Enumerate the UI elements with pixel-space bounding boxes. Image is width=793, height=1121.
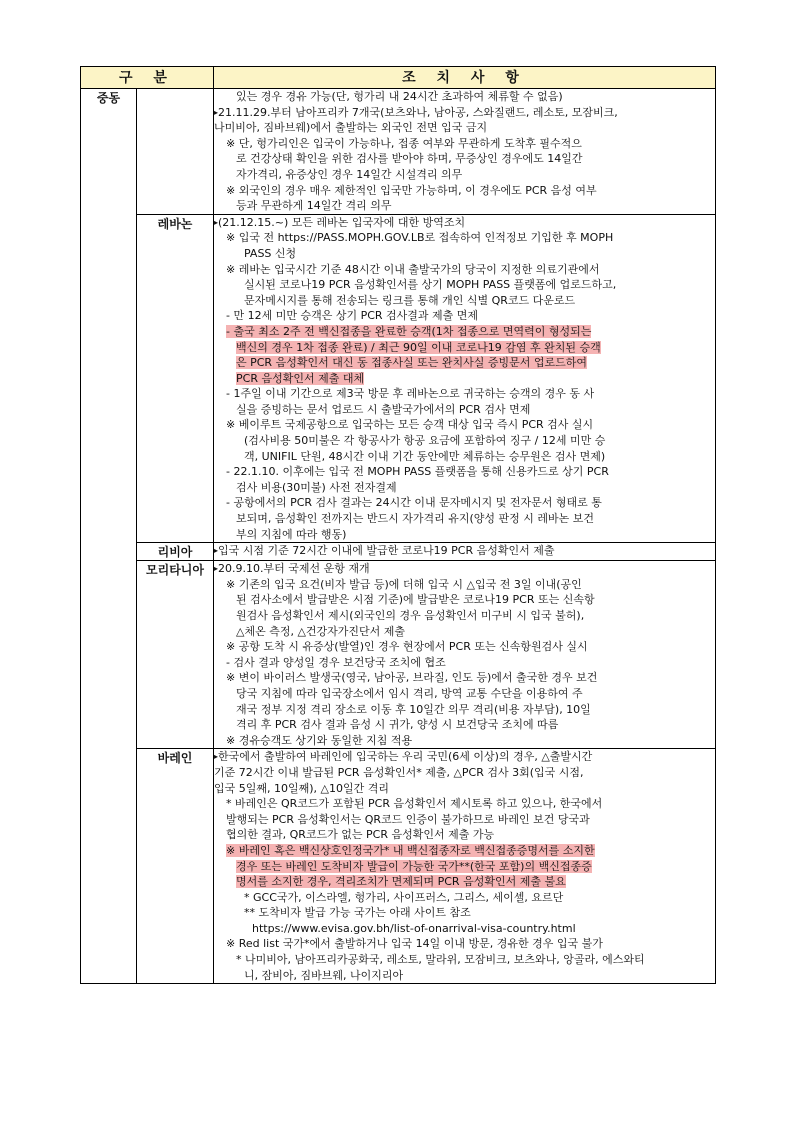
measure-text: 등과 무관하게 14일간 격리 의무 bbox=[236, 199, 392, 213]
measure-text: 당국 지침에 따라 입국장소에서 임시 격리, 방역 교통 수단을 이용하여 주 bbox=[236, 686, 583, 700]
measures-table bbox=[80, 66, 716, 984]
measure-line bbox=[214, 592, 715, 608]
country-cell: 레바논 bbox=[137, 214, 214, 542]
measure-line bbox=[214, 511, 715, 527]
measure-text: - 검사 결과 양성일 경우 보건당국 조치에 협조 bbox=[226, 655, 446, 669]
measure-line bbox=[214, 686, 715, 702]
measure-line bbox=[214, 890, 715, 906]
measure-text: 재국 정부 지정 격리 장소로 이동 후 10일간 의무 격리(비용 자부담), 10일 bbox=[236, 702, 591, 716]
measure-line bbox=[214, 151, 715, 167]
row-mauritania bbox=[81, 561, 716, 749]
measure-text: ※ 변이 바이러스 발생국(영국, 남아공, 브라질, 인도 등)에서 출국한 경우 보건 bbox=[226, 671, 598, 685]
measure-text: https://www.evisa.gov.bh/list-of-onarrival-visa-country.html bbox=[252, 921, 576, 935]
measure-line bbox=[214, 230, 715, 246]
measure-text: 된 검사소에서 발급받은 시점 기준)에 발급받은 코로나19 PCR 또는 신속항 bbox=[236, 593, 595, 607]
measure-line bbox=[214, 433, 715, 449]
measure-text: 문자메시지를 통해 전송되는 링크를 통해 개인 식별 QR코드 다운로드 bbox=[244, 293, 576, 307]
measure-line bbox=[214, 308, 715, 324]
measure-line bbox=[214, 402, 715, 418]
measure-text: * GCC국가, 이스라엘, 헝가리, 사이프러스, 그리스, 세이셸, 요르단 bbox=[244, 890, 564, 904]
measure-text: ※ 단, 헝가리인은 입국이 가능하나, 접종 여부와 무관하게 도착후 필수적으 bbox=[226, 136, 582, 150]
measure-line bbox=[214, 355, 715, 371]
row-continued bbox=[81, 89, 716, 215]
measure-line bbox=[214, 464, 715, 480]
measure-text: (검사비용 50미불은 각 항공사가 항공 요금에 포함하여 징구 / 12세 미만 승 bbox=[244, 434, 606, 448]
measure-cell bbox=[214, 749, 716, 984]
measure-line bbox=[214, 89, 715, 105]
measure-text: 나미비아, 짐바브웨)에서 출발하는 외국인 전면 입국 금지 bbox=[214, 121, 488, 135]
measure-text: - 1주일 이내 기간으로 제3국 방문 후 레바논으로 귀국하는 승객의 경우 동 사 bbox=[226, 387, 595, 401]
measure-line bbox=[214, 812, 715, 828]
measure-text: PCR 음성확인서 제출 대체 bbox=[236, 371, 365, 385]
row-bahrain bbox=[81, 749, 716, 984]
measure-cell bbox=[214, 89, 716, 215]
measure-text: 협의한 결과, QR코드가 없는 PCR 음성확인서 제출 가능 bbox=[226, 828, 495, 842]
measure-text: △체온 측정, △건강자가진단서 제출 bbox=[236, 624, 406, 638]
measure-text: - 만 12세 미만 승객은 상기 PCR 검사결과 제출 면제 bbox=[226, 309, 479, 323]
measure-text: 기준 72시간 이내 발급된 PCR 음성확인서* 제출, △PCR 검사 3회(입국 시점, bbox=[214, 765, 584, 779]
measure-line bbox=[214, 262, 715, 278]
measure-line bbox=[214, 215, 715, 231]
measure-line bbox=[214, 386, 715, 402]
measure-text: ※ 입국 전 https://PASS.MOPH.GOV.LB로 접속하여 인적정보 기입한 후 MOPH bbox=[226, 231, 614, 245]
measure-text: 로 건강상태 확인을 위한 검사를 받아야 하며, 무증상인 경우에도 14일간 bbox=[236, 152, 583, 166]
measure-line bbox=[214, 324, 715, 340]
measure-text: 부의 지침에 따라 행동) bbox=[236, 527, 347, 541]
measure-text: 니, 잠비아, 짐바브웨, 나이지리아 bbox=[244, 968, 404, 982]
measure-text: - 출국 최소 2주 전 백신접종을 완료한 승객(1차 접종으로 면역력이 형성되는 bbox=[226, 324, 592, 338]
measure-line bbox=[214, 293, 715, 309]
measure-line bbox=[214, 136, 715, 152]
measure-line bbox=[214, 874, 715, 890]
measure-line bbox=[214, 952, 715, 968]
measure-line bbox=[214, 702, 715, 718]
measure-line bbox=[214, 527, 715, 543]
measure-text: ※ 베이루트 국제공항으로 입국하는 모든 승객 대상 입국 즉시 PCR 검사 실시 bbox=[226, 418, 594, 432]
measure-line bbox=[214, 781, 715, 797]
bullet-triangle-icon: ▸ bbox=[214, 564, 219, 574]
measure-text: - 공항에서의 PCR 검사 결과는 24시간 이내 문자메시지 및 전자문서 형태로 통 bbox=[226, 496, 602, 510]
measure-line bbox=[214, 417, 715, 433]
country-cell bbox=[137, 89, 214, 215]
measure-text: 검사 비용(30미불) 사전 전자결제 bbox=[236, 480, 397, 494]
measure-text: 한국에서 출발하여 바레인에 입국하는 우리 국민(6세 이상)의 경우, △출발시간 bbox=[218, 750, 593, 764]
measure-line bbox=[214, 624, 715, 640]
bullet-triangle-icon: ▸ bbox=[214, 107, 219, 117]
measure-line bbox=[214, 340, 715, 356]
measure-line bbox=[214, 608, 715, 624]
measure-text: 있는 경우 경유 가능(단, 헝가리 내 24시간 초과하여 체류할 수 없음) bbox=[236, 90, 563, 103]
measure-text: PASS 신청 bbox=[244, 246, 297, 260]
measure-line bbox=[214, 495, 715, 511]
measure-line bbox=[214, 561, 715, 577]
measure-line bbox=[214, 936, 715, 952]
measure-text: 실시된 코로나19 PCR 음성확인서를 상기 MOPH PASS 플랫폼에 업로드하고, bbox=[244, 278, 617, 292]
measure-text: ※ Red list 국가*에서 출발하거나 입국 14일 이내 방문, 경유한 경우 입국 불가 bbox=[226, 937, 603, 951]
country-cell: 리비아 bbox=[137, 543, 214, 561]
measure-text: ※ 레바논 입국시간 기준 48시간 이내 출발국가의 당국이 지정한 의료기관에서 bbox=[226, 262, 600, 276]
measure-text: 자가격리, 유증상인 경우 14일간 시설격리 의무 bbox=[236, 167, 463, 181]
measure-line bbox=[214, 733, 715, 749]
measure-line bbox=[214, 449, 715, 465]
bullet-triangle-icon: ▸ bbox=[214, 217, 219, 227]
measure-line bbox=[214, 968, 715, 984]
measure-line bbox=[214, 167, 715, 183]
measure-text: 입국 시점 기준 72시간 이내에 발급한 코로나19 PCR 음성확인서 제출 bbox=[218, 544, 555, 558]
measure-text: 20.9.10.부터 국제선 운항 재개 bbox=[218, 562, 370, 576]
measure-line bbox=[214, 905, 715, 921]
measure-line bbox=[214, 105, 715, 121]
measure-text: 경우 또는 바레인 도착비자 발급이 가능한 국가**(한국 포함)의 백신접종증 bbox=[236, 859, 592, 873]
measure-line bbox=[214, 543, 715, 559]
measure-text: - 22.1.10. 이후에는 입국 전 MOPH PASS 플랫폼을 통해 신용카드로 상기 PCR bbox=[226, 465, 609, 479]
row-lebanon bbox=[81, 214, 716, 542]
measure-text: 격리 후 PCR 검사 결과 음성 시 귀가, 양성 시 보건당국 조치에 따름 bbox=[236, 718, 559, 732]
measure-line bbox=[214, 183, 715, 199]
measure-line bbox=[214, 277, 715, 293]
measure-line bbox=[214, 198, 715, 214]
measure-text: 원검사 음성확인서 제시(외국인의 경우 음성확인서 미구비 시 입국 불허), bbox=[236, 609, 585, 622]
measure-cell bbox=[214, 561, 716, 749]
bullet-triangle-icon: ▸ bbox=[214, 546, 219, 556]
country-cell: 모리타니아 bbox=[137, 561, 214, 749]
measure-line bbox=[214, 655, 715, 671]
measure-line bbox=[214, 765, 715, 781]
table-header-row bbox=[81, 67, 716, 89]
measure-text: ※ 바레인 혹은 백신상호인정국가* 내 백신접종자로 백신접종증명서를 소지한 bbox=[226, 843, 595, 857]
measure-text: 보되며, 음성확인 전까지는 반드시 자가격리 유지(양성 판정 시 레바논 보건 bbox=[236, 512, 595, 526]
row-libya bbox=[81, 543, 716, 561]
measure-text: * 나미비아, 남아프리카공화국, 레소토, 말라위, 모잠비크, 보츠와나, 앙골라, 에스와티 bbox=[236, 953, 645, 967]
measure-line bbox=[214, 371, 715, 387]
measure-line bbox=[214, 827, 715, 843]
measure-text: (21.12.15.~) 모든 레바논 입국자에 대한 방역조치 bbox=[218, 215, 466, 229]
country-cell: 바레인 bbox=[137, 749, 214, 984]
measure-text: ※ 외국인의 경우 매우 제한적인 입국만 가능하며, 이 경우에도 PCR 음성 여부 bbox=[226, 183, 597, 197]
measure-text: * 바레인은 QR코드가 포함된 PCR 음성확인서 제시토록 하고 있으나, 한국에서 bbox=[226, 797, 603, 811]
measure-text: ※ 기존의 입국 요건(비자 발급 등)에 더해 입국 시 △입국 전 3일 이내(공인 bbox=[226, 577, 582, 591]
region-cell: 중동 bbox=[81, 89, 137, 984]
measure-text: ※ 공항 도착 시 유증상(발열)인 경우 현장에서 PCR 또는 신속항원검사 실시 bbox=[226, 640, 588, 654]
measure-line bbox=[214, 639, 715, 655]
measure-line bbox=[214, 749, 715, 765]
measure-line bbox=[214, 670, 715, 686]
measure-text: 은 PCR 음성확인서 대신 동 접종사실 또는 완치사실 증빙문서 업로드하여 bbox=[236, 356, 587, 370]
measure-line bbox=[214, 921, 715, 937]
measure-line bbox=[214, 859, 715, 875]
measure-line bbox=[214, 480, 715, 496]
measure-line bbox=[214, 717, 715, 733]
measure-text: ** 도착비자 발급 가능 국가는 아래 사이트 참조 bbox=[244, 906, 471, 920]
measure-text: 입국 5일째, 10일째), △10일간 격리 bbox=[214, 781, 389, 795]
measure-text: ※ 경유승객도 상기와 동일한 지침 적용 bbox=[226, 733, 413, 747]
measure-text: 객, UNIFIL 단원, 48시간 이내 기간 동안에만 체류하는 승무원은 검사 면제) bbox=[244, 449, 606, 463]
measure-line bbox=[214, 577, 715, 593]
measure-cell bbox=[214, 543, 716, 561]
measure-text: 백신의 경우 1차 접종 완료) / 최근 90일 이내 코로나19 감염 후 완치된 승객 bbox=[236, 340, 601, 354]
measure-cell bbox=[214, 214, 716, 542]
measure-line bbox=[214, 120, 715, 136]
bullet-triangle-icon: ▸ bbox=[214, 752, 219, 762]
measure-text: 실을 증빙하는 문서 업로드 시 출발국가에서의 PCR 검사 면제 bbox=[236, 402, 531, 416]
measure-line bbox=[214, 843, 715, 859]
measure-text: 명서를 소지한 경우, 격리조치가 면제되며 PCR 음성확인서 제출 불요 bbox=[236, 875, 566, 889]
measure-text: 21.11.29.부터 남아프리카 7개국(보츠와나, 남아공, 스와질랜드, 레소토, 모잠비크, bbox=[218, 105, 618, 119]
measure-text: 발행되는 PCR 음성확인서는 QR코드 인증이 불가하므로 바레인 보건 당국과 bbox=[226, 812, 590, 826]
measure-line bbox=[214, 796, 715, 812]
measure-line bbox=[214, 246, 715, 262]
header-measures: 조 치 사 항 bbox=[214, 67, 716, 89]
header-category: 구 분 bbox=[81, 67, 214, 89]
